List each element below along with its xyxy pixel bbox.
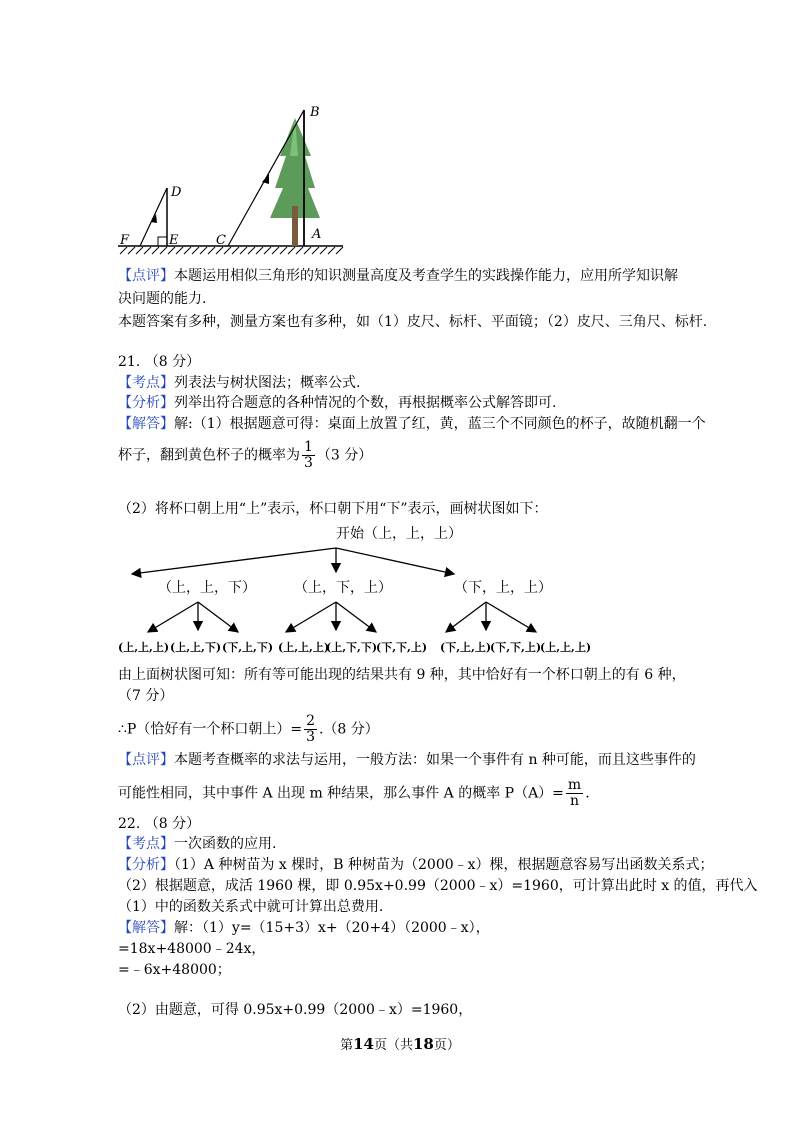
tree-branch xyxy=(336,602,376,632)
q21-probability: ∴P（恰好有一个杯口朝上）= $\frac{2}{3}$ .（8 分） xyxy=(118,713,379,745)
tree-root: 开始（上，上，上） xyxy=(336,526,462,542)
q21-fenxi: 【分析】列举出符合题意的各种情况的个数，再根据概率公式解答即可. xyxy=(118,395,557,411)
q21-kaodian: 【考点】列表法与树状图法；概率公式. xyxy=(118,375,361,391)
q22-kaodian: 【考点】一次函数的应用. xyxy=(118,836,277,852)
page-number: 14 xyxy=(353,1035,374,1053)
tree-level1-node: （下，上，上） xyxy=(454,580,552,596)
tree-leaf: (下,上,上) xyxy=(440,641,492,654)
q21-part2: （2）将杯口朝上用“上”表示，杯口朝下用“下”表示，画树状图如下： xyxy=(118,501,548,517)
tree-branch xyxy=(132,548,336,574)
q22-jieda-line1: 【解答】解：（1）y=（15+3）x+（20+4）（2000﹣x）， xyxy=(118,920,490,936)
tree-leaf: (上,上,上) xyxy=(540,641,592,654)
q21-jieda-line2: 杯子，翻到黄色杯子的概率为 $\frac{1}{3}$ （3 分） xyxy=(118,439,373,471)
tree-leaf: (上,上,上) xyxy=(278,641,330,654)
tree-leaf: (下,下,上) xyxy=(376,641,428,654)
q20-comment-tag: 【点评】 xyxy=(118,268,174,284)
tree-leaf: (下,下,上) xyxy=(490,641,542,654)
q22-fenxi-line1: 【分析】（1）A 种树苗为 x 棵时，B 种树苗为（2000﹣x）棵，根据题意容易写出函数关系式； xyxy=(118,857,714,873)
q20-comment-line2: 决问题的能力. xyxy=(118,291,207,307)
q21-result-line1: 由上面树状图可知：所有等可能出现的结果共有 9 种，其中恰好有一个杯口朝上的有 6 种， xyxy=(118,667,686,683)
label-D: D xyxy=(171,185,182,200)
label-E: E xyxy=(169,233,179,248)
q22-jieda-line2: =18x+48000﹣24x， xyxy=(118,941,266,957)
fraction-one-third: $\frac{1}{3}$ xyxy=(304,439,313,471)
q22-jieda-line3: =﹣6x+48000； xyxy=(118,962,231,978)
fraction-m-over-n: $\frac{m}{n}$ xyxy=(567,777,582,809)
q21-dianping-line2: 可能性相同，其中事件 A 出现 m 种结果，那么事件 A 的概率 P（A）= $\frac{m}{n}$ . xyxy=(118,777,590,809)
q22-part2: （2）由题意，可得 0.95x+0.99（2000﹣x）=1960， xyxy=(118,1002,473,1018)
probability-tree-diagram xyxy=(118,520,678,660)
tree-branch xyxy=(148,602,198,632)
label-F: F xyxy=(120,233,130,248)
label-A: A xyxy=(312,227,322,242)
tree-leaf: (上,上,下) xyxy=(170,641,222,654)
q21-jieda-line1: 【解答】解:（1）根据题意可得：桌面上放置了红，黄，蓝三个不同颜色的杯子，故随机翻一个 xyxy=(118,416,706,432)
q21-result-line2: （7 分） xyxy=(118,688,174,704)
q22-fenxi-line2: （2）根据题意，成活 1960 棵，即 0.95x+0.99（2000﹣x）=1960，可计算出此时 x 的值，再代入 xyxy=(118,878,758,894)
q20-comment-line1: 【点评】本题运用相似三角形的知识测量高度及考查学生的实践操作能力，应用所学知识解 xyxy=(118,268,678,284)
q22-header: 22. （8 分） xyxy=(118,816,201,832)
similar-triangles-figure xyxy=(118,96,348,258)
page-footer: 第14页（共18页） xyxy=(340,1035,460,1053)
ground-hatching xyxy=(120,247,343,254)
tree-leaf: (下,上,下) xyxy=(222,641,274,654)
tree-leaf: (上,下,下) xyxy=(326,641,378,654)
label-C: C xyxy=(216,233,226,248)
label-B: B xyxy=(310,105,320,120)
tree-level1-node: （上，上，下） xyxy=(158,580,256,596)
tree-branch xyxy=(336,548,454,574)
q20-comment-line3: 本题答案有多种，测量方案也有多种，如（1）皮尺、标杆、平面镜；（2）皮尺、三角尺、标杆. xyxy=(118,314,708,330)
tree-leaf: (上,上,上) xyxy=(118,641,170,654)
q21-header: 21. （8 分） xyxy=(118,354,201,370)
tree-level1-node: （上，下，上） xyxy=(294,580,392,596)
tree-branch xyxy=(198,602,238,632)
tree-branch xyxy=(286,602,336,632)
q22-fenxi-line3: （1）中的函数关系式中就可计算出总费用. xyxy=(118,899,384,915)
fraction-two-thirds: $\frac{2}{3}$ xyxy=(306,713,315,745)
total-pages: 18 xyxy=(413,1035,434,1053)
q21-dianping-line1: 【点评】本题考查概率的求法与运用，一般方法：如果一个事件有 n 种可能，而且这些事件的 xyxy=(118,752,696,768)
tree-branch xyxy=(486,602,536,632)
right-angle-E xyxy=(158,237,167,246)
tree-branch xyxy=(446,602,486,632)
